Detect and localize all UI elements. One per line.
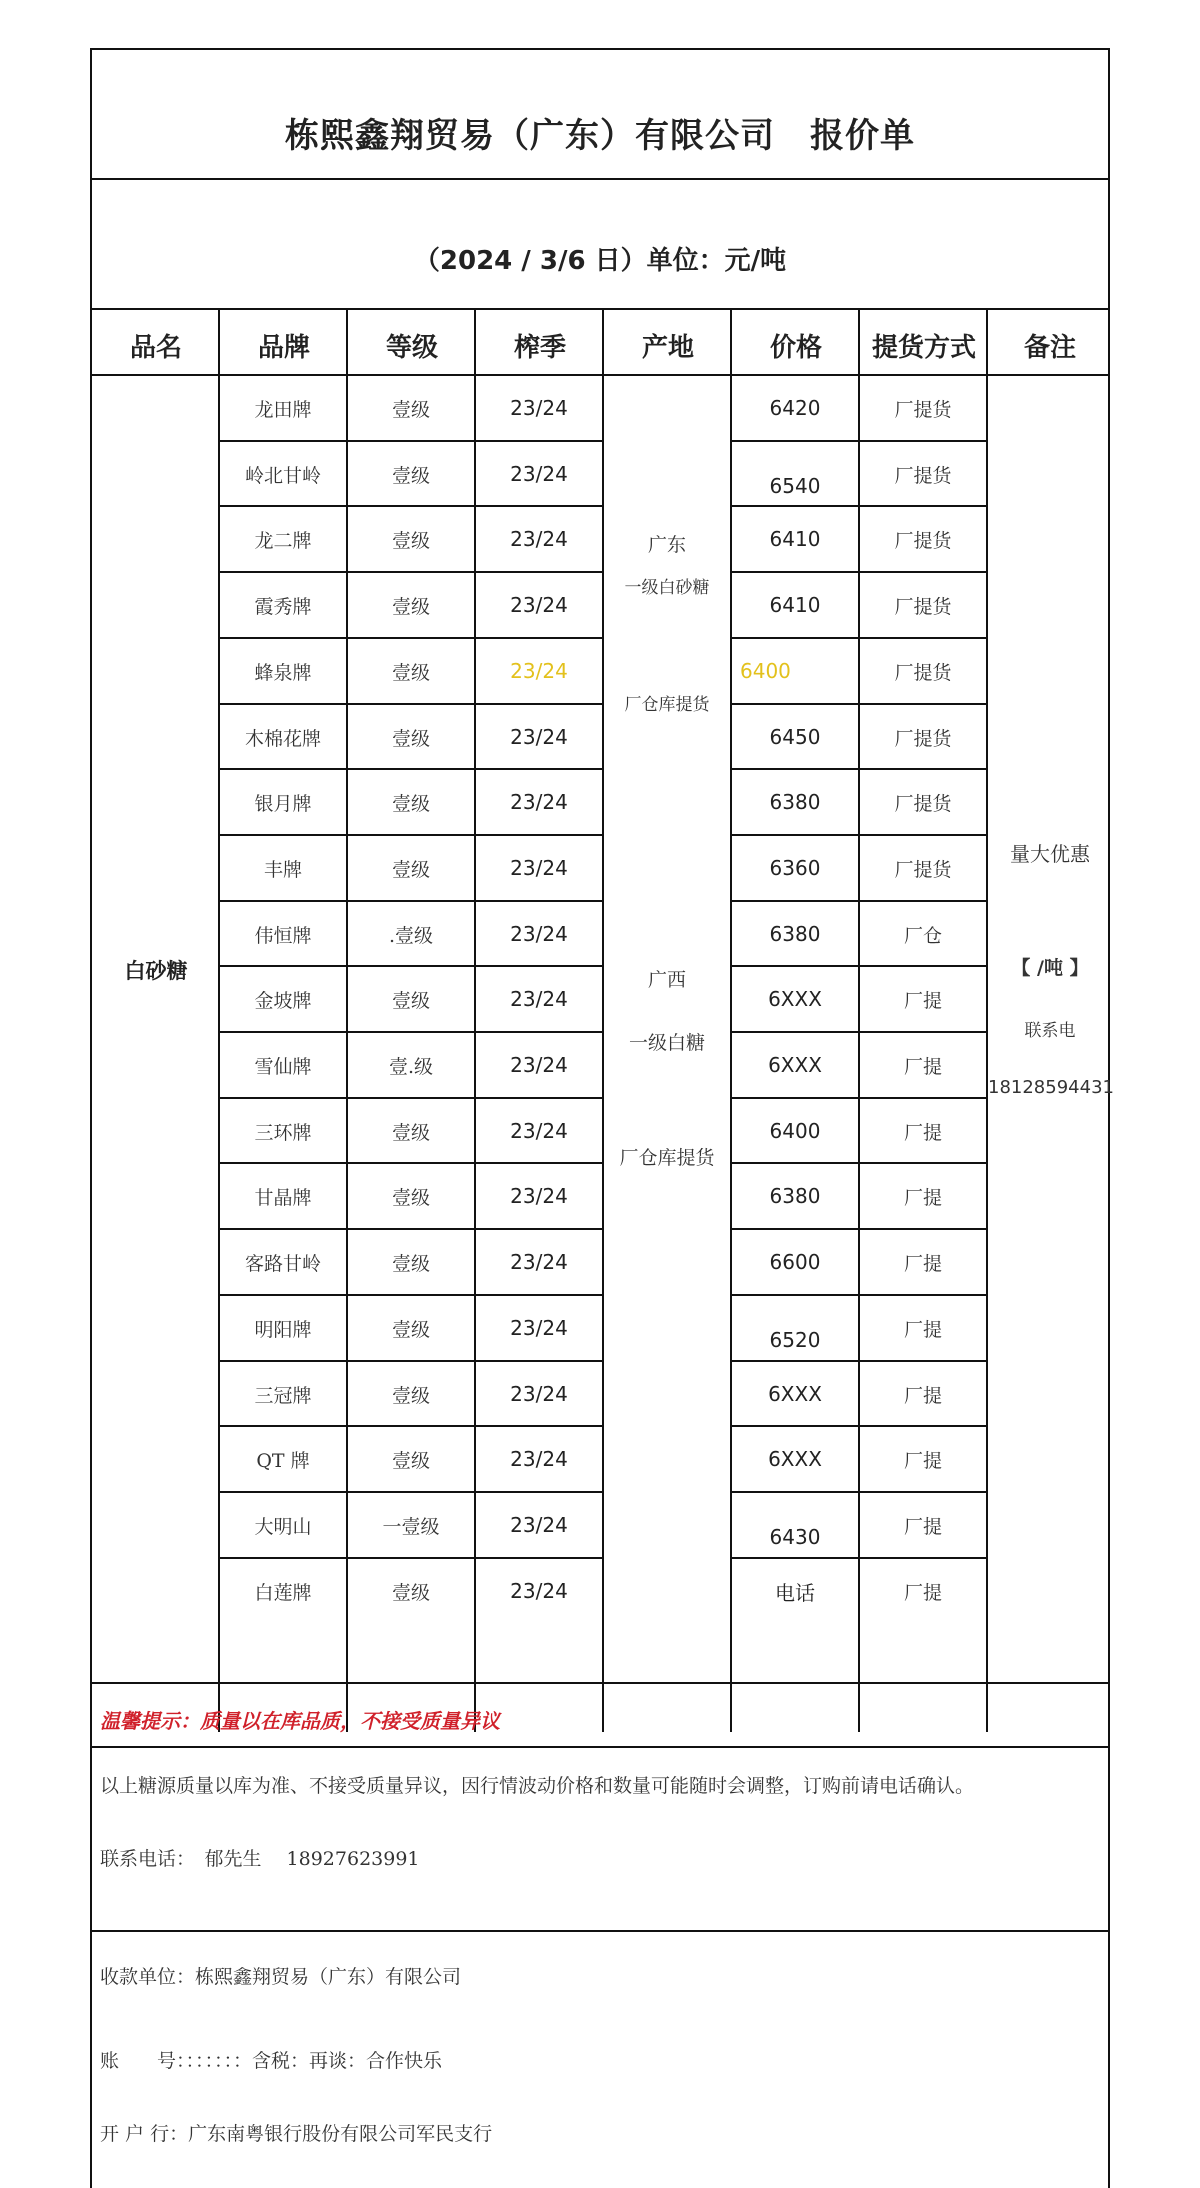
row-price: 6520 — [769, 1328, 821, 1352]
row-grade: 壹级 — [391, 858, 430, 881]
row-brand: 金坡牌 — [254, 989, 312, 1012]
row-grade: 壹级 — [391, 1186, 430, 1209]
row-brand: 霞秀牌 — [254, 595, 312, 618]
warm-tip: 温馨提示：质量以在库品质，不接受质量异议 — [100, 1709, 500, 1733]
row-season: 23/24 — [510, 1184, 568, 1208]
row-pickup: 厂仓 — [903, 924, 942, 947]
row-brand: 明阳牌 — [254, 1318, 312, 1341]
row-pickup: 厂提 — [903, 1252, 942, 1275]
row-price: 6410 — [769, 593, 821, 617]
row-price: 电话 — [775, 1580, 815, 1605]
row-price: 6380 — [769, 922, 821, 946]
contact-phone: 联系电话： 郁先生 18927623991 — [100, 1848, 420, 1870]
row-season: 23/24 — [510, 790, 568, 814]
row-pickup: 厂提 — [903, 1121, 942, 1144]
bank: 开 户 行：广东南粤银行股份有限公司军民支行 — [100, 2123, 493, 2145]
row-pickup: 厂提货 — [894, 661, 952, 684]
row-pickup: 厂提货 — [894, 727, 952, 750]
row-price: 6XXX — [768, 1382, 822, 1406]
row-pickup: 厂提货 — [894, 858, 952, 881]
row-price: 6380 — [769, 790, 821, 814]
row-brand: 大明山 — [254, 1515, 312, 1538]
row-season: 23/24 — [510, 659, 568, 683]
row-grade: 壹级 — [391, 792, 430, 815]
row-pickup: 厂提货 — [894, 464, 952, 487]
row-brand: 伟恒牌 — [254, 924, 312, 947]
header-pickup: 提货方式 — [871, 332, 976, 363]
row-grade: 壹级 — [391, 1581, 430, 1604]
row-grade: 一壹级 — [382, 1515, 440, 1538]
row-pickup: 厂提货 — [894, 398, 952, 421]
row-season: 23/24 — [510, 1053, 568, 1077]
row-season: 23/24 — [510, 593, 568, 617]
remarks: 量大优惠 【 /吨 】 联系电 18128594431 — [988, 842, 1114, 1098]
row-price: 6410 — [769, 527, 821, 551]
row-season: 23/24 — [510, 856, 568, 880]
row-season: 23/24 — [510, 725, 568, 749]
row-grade: 壹级 — [391, 1121, 430, 1144]
row-brand: 甘晶牌 — [254, 1186, 312, 1209]
header-brand: 品牌 — [257, 332, 310, 363]
divider — [92, 1746, 1108, 1748]
header-price: 价格 — [769, 332, 822, 363]
row-brand: 白莲牌 — [254, 1581, 312, 1604]
row-grade: 壹级 — [391, 727, 430, 750]
origin-guangxi: 广西 一级白糖 厂仓库提货 — [619, 969, 715, 1169]
row-price: 6420 — [769, 396, 821, 420]
row-pickup: 厂提货 — [894, 529, 952, 552]
row-brand: QT 牌 — [256, 1449, 310, 1472]
divider — [92, 1930, 1108, 1932]
header-grade: 等级 — [385, 332, 438, 363]
row-pickup: 厂提 — [903, 1055, 942, 1078]
row-grade: 壹级 — [391, 529, 430, 552]
row-pickup: 厂提 — [903, 989, 942, 1012]
row-grade: 壹级 — [391, 1318, 430, 1341]
row-price: 6XXX — [768, 987, 822, 1011]
header-season: 榨季 — [513, 332, 566, 363]
row-season: 23/24 — [510, 462, 568, 486]
divider — [92, 178, 1108, 180]
row-grade: 壹级 — [391, 1449, 430, 1472]
subtitle: （2024 / 3/6 日）单位：元/吨 — [413, 246, 787, 276]
row-brand: 客路甘岭 — [244, 1252, 321, 1275]
row-brand: 丰牌 — [263, 858, 302, 881]
row-pickup: 厂提货 — [894, 792, 952, 815]
row-price: 6400 — [769, 1119, 821, 1143]
row-brand: 龙田牌 — [254, 398, 312, 421]
divider — [92, 308, 1108, 310]
row-season: 23/24 — [510, 1579, 568, 1603]
row-price: 6XXX — [768, 1447, 822, 1471]
payee: 收款单位：栋熙鑫翔贸易（广东）有限公司 — [100, 1966, 462, 1988]
row-pickup: 厂提 — [903, 1515, 942, 1538]
divider — [92, 1682, 1108, 1684]
row-pickup: 厂提 — [903, 1581, 942, 1604]
row-grade: 壹级 — [391, 1252, 430, 1275]
row-season: 23/24 — [510, 1447, 568, 1471]
row-grade: .壹级 — [388, 924, 434, 947]
row-brand: 雪仙牌 — [254, 1055, 312, 1078]
row-grade: 壹.级 — [388, 1055, 434, 1078]
account: 账 号：：：：：：：含税：再谈：合作快乐 — [100, 2050, 443, 2072]
row-price: 6430 — [769, 1525, 821, 1549]
header-remark: 备注 — [1023, 332, 1076, 363]
row-pickup: 厂提货 — [894, 595, 952, 618]
page-title: 栋熙鑫翔贸易（广东）有限公司 报价单 — [285, 116, 915, 156]
row-price: 6450 — [769, 725, 821, 749]
origin-guangdong: 广东 一级白砂糖 厂仓库提货 — [624, 534, 710, 715]
row-season: 23/24 — [510, 1250, 568, 1274]
row-grade: 壹级 — [391, 464, 430, 487]
quote-sheet — [90, 48, 1114, 2188]
row-season: 23/24 — [510, 922, 568, 946]
header-product: 品名 — [129, 332, 182, 363]
row-pickup: 厂提 — [903, 1384, 942, 1407]
header-origin: 产地 — [641, 332, 694, 363]
row-price: 6380 — [769, 1184, 821, 1208]
row-price: 6540 — [769, 474, 821, 498]
row-price: 6400 — [740, 659, 791, 683]
row-pickup: 厂提 — [903, 1449, 942, 1472]
note-text: 以上糖源质量以库为准、不接受质量异议，因行情波动价格和数量可能随时会调整，订购前请电话确认。 — [100, 1775, 975, 1797]
row-pickup: 厂提 — [903, 1318, 942, 1341]
row-price: 6360 — [769, 856, 821, 880]
row-season: 23/24 — [510, 527, 568, 551]
row-grade: 壹级 — [391, 661, 430, 684]
row-price: 6XXX — [768, 1053, 822, 1077]
row-season: 23/24 — [510, 1119, 568, 1143]
row-brand: 木棉花牌 — [244, 727, 321, 750]
row-brand: 银月牌 — [254, 792, 312, 815]
row-season: 23/24 — [510, 1316, 568, 1340]
row-brand: 岭北甘岭 — [244, 464, 321, 487]
row-brand: 三冠牌 — [254, 1384, 312, 1407]
row-season: 23/24 — [510, 987, 568, 1011]
row-grade: 壹级 — [391, 1384, 430, 1407]
product-name: 白砂糖 — [124, 959, 188, 983]
row-brand: 三环牌 — [254, 1121, 312, 1144]
row-season: 23/24 — [510, 1382, 568, 1406]
row-brand: 蜂泉牌 — [254, 661, 312, 684]
row-price: 6600 — [769, 1250, 821, 1274]
row-brand: 龙二牌 — [254, 529, 312, 552]
row-season: 23/24 — [510, 396, 568, 420]
row-grade: 壹级 — [391, 398, 430, 421]
row-grade: 壹级 — [391, 989, 430, 1012]
row-season: 23/24 — [510, 1513, 568, 1537]
row-grade: 壹级 — [391, 595, 430, 618]
row-pickup: 厂提 — [903, 1186, 942, 1209]
